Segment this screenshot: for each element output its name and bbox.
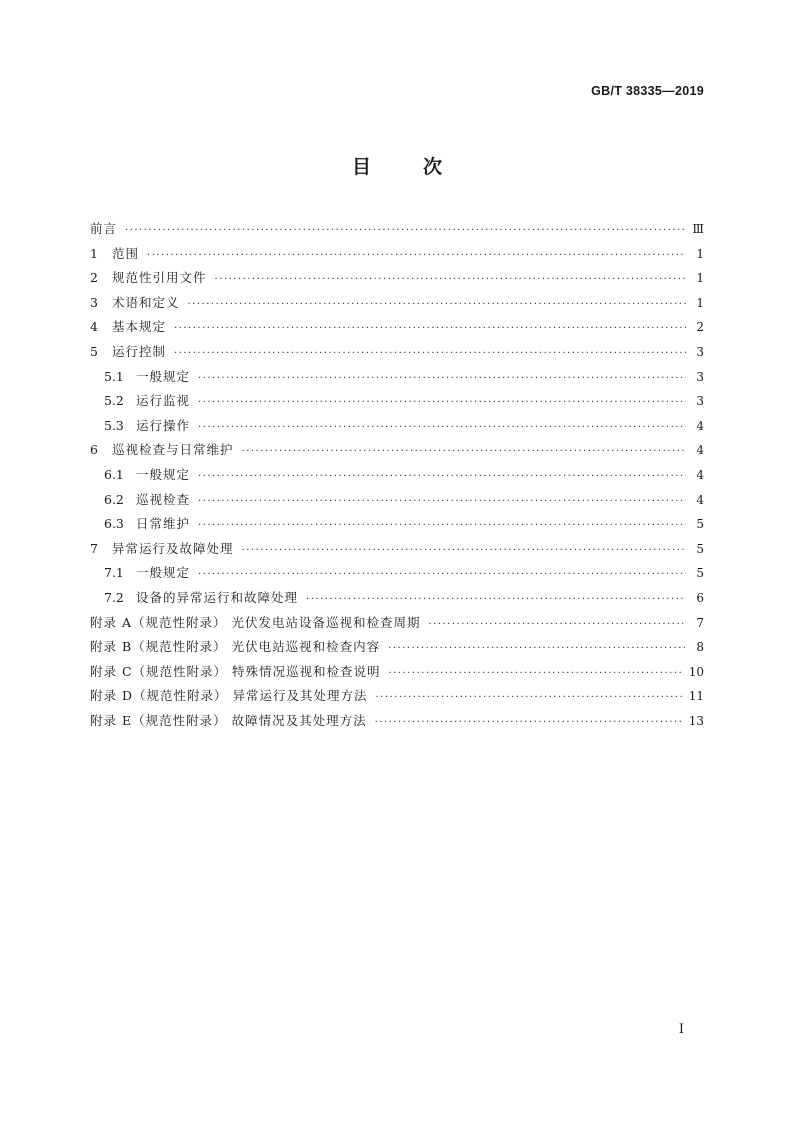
toc-entry-number: 7.1 [104, 565, 124, 581]
toc-entry-label: 一般规定 [136, 466, 191, 482]
toc-entry-number: 3 [90, 294, 98, 310]
toc-entry-page: 6 [696, 590, 704, 605]
toc-entry-6-3[interactable] [90, 512, 704, 537]
toc-leader [306, 588, 686, 613]
toc-entry-number: 6.1 [104, 466, 124, 482]
toc-entry-5-2[interactable] [90, 389, 704, 414]
toc-entry-number: 6 [90, 442, 98, 458]
toc-entry-label: 运行控制 [112, 343, 167, 359]
table-of-contents [90, 217, 704, 733]
toc-entry-label: 规范性引用文件 [112, 270, 207, 286]
toc-entry-foreword[interactable] [90, 217, 704, 242]
page-title-part1: 目 [351, 156, 371, 178]
toc-entry-page: 13 [688, 713, 704, 728]
toc-entry-appendix-d[interactable] [90, 684, 704, 709]
toc-entry-number: 5.1 [104, 368, 124, 384]
toc-leader [198, 514, 686, 539]
toc-entry-page: 5 [696, 566, 704, 581]
toc-entry-label: 范围 [112, 245, 140, 261]
toc-entry-page: 3 [696, 369, 704, 384]
toc-entry-5[interactable] [90, 340, 704, 365]
toc-entry-number: 1 [90, 245, 98, 261]
toc-entry-6-1[interactable] [90, 463, 704, 488]
toc-entry-4[interactable] [90, 315, 704, 340]
toc-entry-page: 3 [696, 394, 704, 409]
toc-leader [215, 268, 686, 293]
toc-leader [198, 490, 686, 515]
toc-entry-1[interactable] [90, 242, 704, 267]
toc-entry-label: 附录 E（规范性附录） 故障情况及其处理方法 [90, 712, 367, 728]
toc-entry-number: 7 [90, 540, 98, 556]
toc-entry-page: 1 [696, 246, 704, 261]
toc-entry-label: 日常维护 [136, 516, 191, 532]
toc-entry-page: 11 [688, 689, 704, 704]
toc-leader [389, 662, 683, 687]
toc-entry-label: 附录 B（规范性附录） 光伏电站巡视和检查内容 [90, 639, 381, 655]
toc-entry-page: 3 [696, 344, 704, 359]
toc-entry-page: 7 [696, 615, 704, 630]
toc-leader [198, 416, 686, 441]
toc-entry-appendix-e[interactable] [90, 709, 704, 734]
toc-leader [388, 637, 686, 662]
toc-leader [174, 317, 686, 342]
toc-entry-label: 一般规定 [136, 565, 191, 581]
toc-entry-label: 附录 C（规范性附录） 特殊情况巡视和检查说明 [90, 663, 381, 679]
toc-leader [188, 293, 686, 318]
toc-leader [375, 711, 683, 736]
toc-entry-number: 2 [90, 270, 98, 286]
toc-entry-page: 1 [696, 295, 704, 310]
toc-entry-number: 4 [90, 319, 98, 335]
toc-leader [242, 440, 686, 465]
toc-entry-number: 5.3 [104, 417, 124, 433]
toc-entry-page: 8 [696, 640, 704, 655]
toc-entry-number: 6.2 [104, 491, 124, 507]
toc-entry-label: 运行操作 [136, 417, 191, 433]
toc-entry-page: 4 [696, 443, 704, 458]
toc-entry-page: 10 [688, 664, 704, 679]
toc-entry-page: 4 [696, 467, 704, 482]
toc-entry-number: 6.3 [104, 516, 124, 532]
toc-entry-6-2[interactable] [90, 488, 704, 513]
footer-page-number: I [678, 1022, 684, 1037]
toc-entry-page: 5 [696, 517, 704, 532]
toc-entry-label: 巡视检查 [136, 491, 191, 507]
toc-entry-page: 1 [696, 271, 704, 286]
toc-entry-label: 异常运行及故障处理 [112, 540, 234, 556]
toc-entry-5-1[interactable] [90, 365, 704, 390]
toc-entry-label: 运行监视 [136, 393, 191, 409]
toc-entry-7-2[interactable] [90, 586, 704, 611]
page-title [0, 152, 794, 179]
toc-entry-6[interactable] [90, 438, 704, 463]
standard-code: GB/T 38335—2019 [591, 84, 704, 98]
toc-leader [198, 563, 686, 588]
toc-entry-number: 5.2 [104, 393, 124, 409]
toc-entry-page: 4 [696, 418, 704, 433]
toc-entry-7[interactable] [90, 537, 704, 562]
toc-leader [375, 686, 682, 711]
toc-entry-label: 设备的异常运行和故障处理 [136, 589, 299, 605]
toc-entry-label: 基本规定 [112, 319, 167, 335]
toc-entry-page: 5 [696, 541, 704, 556]
toc-entry-5-3[interactable] [90, 414, 704, 439]
toc-entry-7-1[interactable] [90, 561, 704, 586]
toc-leader [242, 539, 686, 564]
toc-entry-label: 巡视检查与日常维护 [112, 442, 234, 458]
toc-entry-label: 一般规定 [136, 368, 191, 384]
toc-entry-label: 前言 [90, 221, 118, 236]
toc-entry-label: 附录 A（规范性附录） 光伏发电站设备巡视和检查周期 [90, 614, 421, 630]
toc-entry-appendix-a[interactable] [90, 611, 704, 636]
toc-leader [198, 367, 686, 392]
toc-leader [198, 465, 686, 490]
toc-leader [174, 342, 686, 367]
toc-entry-number: 5 [90, 343, 98, 359]
toc-leader [125, 219, 686, 244]
toc-entry-3[interactable] [90, 291, 704, 316]
toc-entry-page: Ⅲ [692, 222, 704, 236]
toc-leader [147, 244, 686, 269]
toc-leader [428, 613, 686, 638]
toc-entry-2[interactable] [90, 266, 704, 291]
page-title-part2: 次 [423, 156, 443, 178]
toc-entry-page: 2 [696, 320, 704, 335]
toc-entry-appendix-c[interactable] [90, 660, 704, 685]
toc-entry-label: 附录 D（规范性附录） 异常运行及其处理方法 [90, 688, 368, 704]
toc-entry-page: 4 [696, 492, 704, 507]
toc-leader [198, 391, 686, 416]
toc-entry-label: 术语和定义 [112, 294, 180, 310]
toc-entry-number: 7.2 [104, 589, 124, 605]
toc-entry-appendix-b[interactable] [90, 635, 704, 660]
